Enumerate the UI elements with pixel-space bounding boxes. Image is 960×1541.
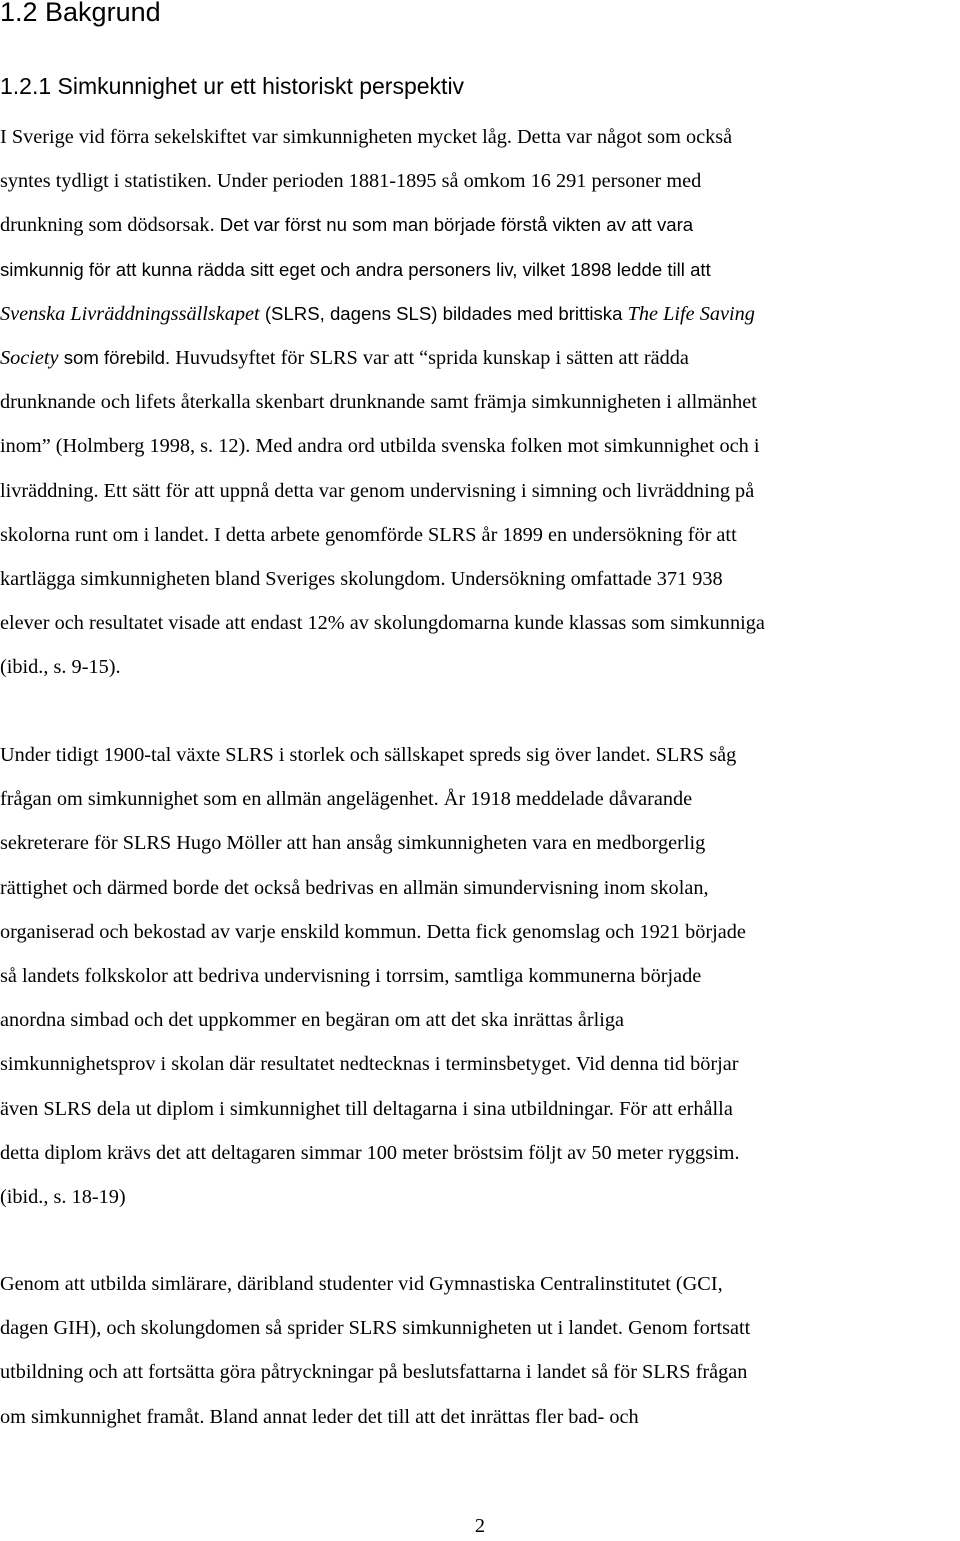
paragraph-3-line-4: om simkunnighet framåt. Bland annat leder det till att det inrättas fler bad- och	[0, 1405, 639, 1428]
paragraph-2-line-9: även SLRS dela ut diplom i simkunnighet till deltagarna i sina utbildningar. För att erhålla	[0, 1097, 733, 1120]
paragraph-1-line-2: syntes tydligt i statistiken. Under perioden 1881-1895 så omkom 16 291 personer med	[0, 170, 702, 193]
paragraph-1	[0, 115, 960, 690]
paragraph-1-line-5-part-b: (SLRS, dagens SLS) bildades med brittiska	[259, 302, 628, 324]
organization-name-italic: Svenska Livräddningssällskapet	[0, 302, 260, 325]
page-number: 2	[474, 1515, 486, 1537]
paragraph-3-line-1: Genom att utbilda simlärare, däribland studenter vid Gymnastiska Centralinstitutet (GCI,	[0, 1273, 723, 1295]
paragraph-3-line-3: utbildning och att fortsätta göra påtryckningar på beslutsfattarna i landet så för SLRS frågan	[0, 1361, 748, 1384]
paragraph-1-line-6-part-c: Huvudsyftet för SLRS var att “sprida kunskap i sätten att rädda	[170, 347, 689, 370]
paragraph-1-line-3	[0, 203, 960, 247]
paragraph-1-line-1: I Sverige vid förra sekelskiftet var simkunnigheten mycket låg. Detta var något som också	[0, 126, 733, 148]
section-heading: 1.2 Bakgrund	[0, 0, 161, 27]
paragraph-2-line-3: sekreterare för SLRS Hugo Möller att han ansåg simkunnigheten vara en medborgerlig	[0, 832, 706, 855]
paragraph-2-line-2: frågan om simkunnighet som en allmän angelägenhet. År 1918 meddelade dåvarande	[0, 788, 693, 811]
paragraph-2-line-1: Under tidigt 1900-tal växte SLRS i storlek och sällskapet spreds sig över landet. SLRS såg	[0, 744, 737, 766]
paragraph-1-line-11: kartlägga simkunnigheten bland Sveriges skolungdom. Undersökning omfattade 371 938	[0, 568, 723, 591]
paragraph-1-line-5	[0, 292, 960, 336]
paragraph-2-line-6: så landets folkskolor att bedriva undervisning i torrsim, samtliga kommunerna började	[0, 965, 702, 988]
paragraph-2-line-11: (ibid., s. 18-19)	[0, 1186, 126, 1209]
paragraph-1-line-7: drunknande och lifets återkalla skenbart drunknande samt främja simkunnigheten i allmänhet	[0, 391, 757, 414]
subsection-heading: 1.2.1 Simkunnighet ur ett historiskt perspektiv	[0, 73, 465, 99]
paragraph-2-line-10: detta diplom krävs det att deltagaren simmar 100 meter bröstsim följt av 50 meter ryggsim.	[0, 1141, 740, 1164]
paragraph-2	[0, 733, 960, 1219]
paragraph-2-line-8: simkunnighetsprov i skolan där resultatet nedtecknas i terminsbetyget. Vid denna tid börjar	[0, 1053, 739, 1076]
paragraph-1-line-12: elever och resultatet visade att endast 12% av skolungdomarna kunde klassas som simkunniga	[0, 612, 765, 635]
paragraph-1-line-4: simkunnig för att kunna rädda sitt eget och andra personers liv, vilket 1898 ledde till att	[0, 258, 711, 280]
paragraph-2-line-5: organiserad och bekostad av varje enskild kommun. Detta fick genomslag och 1921 började	[0, 920, 746, 943]
paragraph-1-line-10: skolorna runt om i landet. I detta arbete genomförde SLRS år 1899 en undersökning för att	[0, 523, 737, 546]
paragraph-1-line-13: (ibid., s. 9-15).	[0, 656, 121, 679]
paragraph-2-line-7: anordna simbad och det uppkommer en begäran om att det ska inrättas årliga	[0, 1009, 625, 1032]
society-name-italic-continued: Society	[0, 347, 59, 370]
paragraph-2-line-4: rättighet och därmed borde det också bedrivas en allmän simundervisning inom skolan,	[0, 876, 709, 899]
paragraph-1-line-6	[0, 336, 960, 380]
paragraph-1-line-6-part-b: som förebild.	[58, 347, 171, 369]
paragraph-1-line-3-part-a: drunkning som dödsorsak.	[0, 214, 215, 237]
paragraph-3-line-2: dagen GIH), och skolungdomen så sprider SLRS simkunnigheten ut i landet. Genom fortsatt	[0, 1317, 751, 1340]
paragraph-1-line-8: inom” (Holmberg 1998, s. 12). Med andra ord utbilda svenska folken mot simkunnighet och i	[0, 435, 760, 458]
society-name-italic: The Life Saving	[627, 302, 755, 325]
paragraph-1-line-9: livräddning. Ett sätt för att uppnå detta var genom undervisning i simning och livräddning på	[0, 479, 755, 502]
paragraph-3	[0, 1262, 960, 1439]
paragraph-1-line-3-part-b: Det var först nu som man började förstå vikten av att vara	[214, 214, 694, 236]
